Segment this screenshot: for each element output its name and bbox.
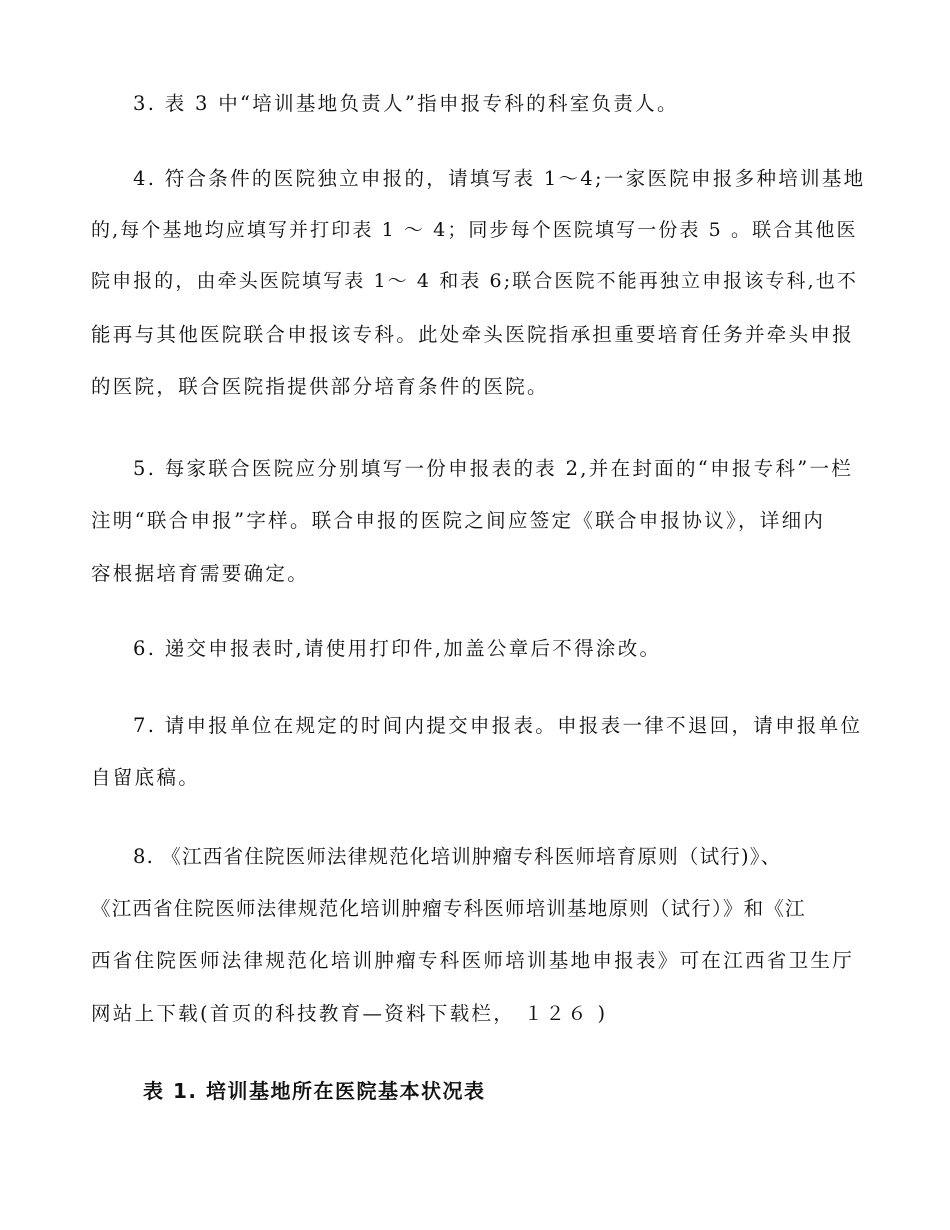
note-8-line-2: 《江西省住院医师法律规范化培训肿瘤专科医师培训基地原则（试行）》和《江 <box>91 897 806 920</box>
note-4-line-1: 4. 符合条件的医院独立申报的，请填写表 1～4;一家医院申报多种培训基地 <box>133 167 866 190</box>
note-4-line-3: 院申报的，由牵头医院填写表 1～ 4 和表 6;联合医院不能再独立申报该专科,也不 <box>91 270 858 292</box>
note-5-line-3: 容根据培育需要确定。 <box>91 562 310 585</box>
note-7-line-2: 自留底稿。 <box>91 766 201 789</box>
note-8-line-1: 8. 《江西省住院医师法律规范化培训肿瘤专科医师培育原则（试行)》、 <box>133 845 782 868</box>
note-8-line-3: 西省住院医师法律规范化培训肿瘤专科医师培训基地申报表》可在江西省卫生厅 <box>91 949 855 972</box>
note-7-line-1: 7. 请申报单位在规定的时间内提交申报表。申报表一律不退回，请申报单位 <box>133 714 863 737</box>
note-3-line-1: 3. 表 3 中“培训基地负责人”指申报专科的科室负责人。 <box>133 92 679 115</box>
note-5-line-2: 注明“联合申报”字样。联合申报的医院之间应签定《联合申报协议》，详细内 <box>91 509 826 532</box>
note-4-line-2: 的,每个基地均应填写并打印表 1 ～ 4；同步每个医院填写一份表 5 。联合其他医 <box>91 219 858 241</box>
note-6-line-1: 6. 递交申报表时,请使用打印件,加盖公章后不得涂改。 <box>133 637 662 660</box>
note-8-line-4: 网站上下载(首页的科技教育—资料下载栏， １２６ ) <box>91 1002 608 1025</box>
note-4-line-5: 的医院，联合医院指提供部分培育条件的医院。 <box>91 375 549 398</box>
note-4-line-4: 能再与其他医院联合申报该专科。此处牵头医院指承担重要培育任务并牵头申报 <box>91 323 855 346</box>
table-1-heading: 表 1. 培训基地所在医院基本状况表 <box>143 1079 486 1103</box>
note-5-line-1: 5. 每家联合医院应分别填写一份申报表的表 2,并在封面的“申报专科”一栏 <box>133 457 854 480</box>
